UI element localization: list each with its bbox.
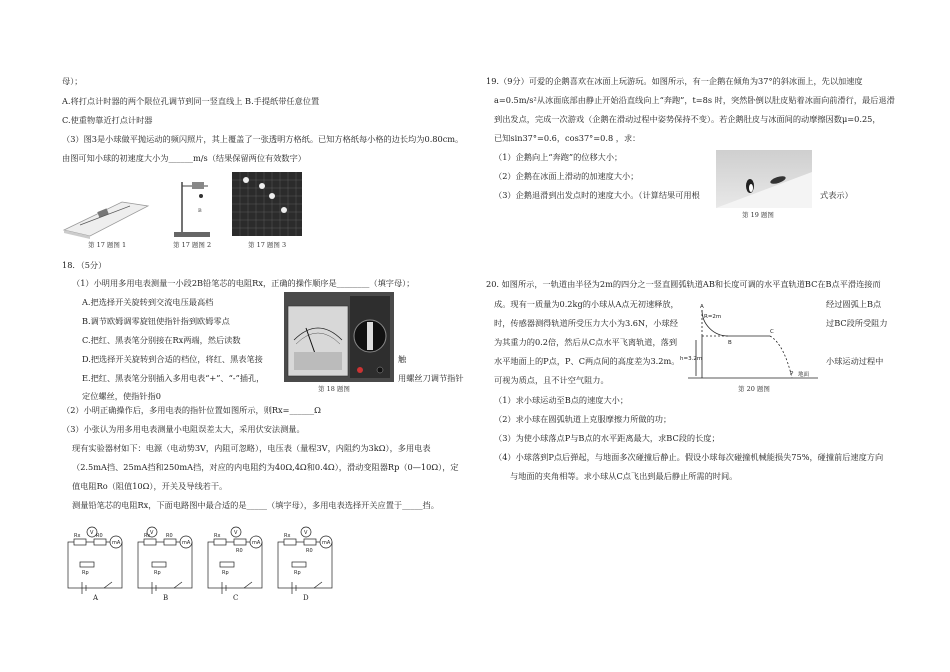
q18-side-screw: 用螺丝刀调节指针 bbox=[398, 373, 464, 383]
resistor-rx-label-c: Rx bbox=[214, 533, 221, 539]
q18-side-touch: 触 bbox=[398, 354, 407, 364]
meter-ma-symbol-a: mA bbox=[112, 540, 121, 546]
svg-text:B: B bbox=[198, 208, 202, 214]
q18-circuit-diagrams bbox=[60, 524, 480, 600]
q18-part1: （1）小明用多用电表测量一小段2B铅笔芯的电阻Rx，正确的操作顺序是________（填字母）； bbox=[72, 278, 415, 288]
q19-part3: （3）企鹅退滑到出发点时的速度大小。（计算结果可用根 bbox=[494, 190, 700, 200]
q20-line-3: 为其重力的0.2倍，然后从C点水平飞离轨道，落到 bbox=[494, 337, 678, 347]
q20-part3: （3）为使小球落点P与B点的水平距离最大，求BC段的长度； bbox=[494, 433, 720, 443]
q17-option-c: C.使重物靠近打点计时器 bbox=[62, 115, 153, 125]
q17-part3: （3）图3是小球做平抛运动的频闪照片，其上覆盖了一张透明方格纸。已知方格纸每小格的边长均为0.80cm。 bbox=[62, 134, 464, 144]
q20-side-2: 小球运动过程中 bbox=[826, 356, 884, 366]
circuit-label-c: C bbox=[233, 594, 239, 600]
q18-title: 18．（5分） bbox=[62, 260, 107, 270]
q20-height-label: h=3.2m bbox=[680, 356, 703, 362]
q17-figure-1 bbox=[60, 192, 150, 240]
q19-line-3: 已知sin37°=0.6，cos37°=0.8 ，求： bbox=[494, 133, 641, 143]
meter-v-symbol-d: V bbox=[304, 530, 308, 536]
q20-part2: （2）求小球在圆弧轨道上克服摩擦力所做的功； bbox=[494, 414, 672, 424]
q20-part1: （1）求小球运动至B点的速度大小； bbox=[494, 395, 629, 405]
resistor-rx-label-d: Rx bbox=[284, 533, 291, 539]
q17-figure-2 bbox=[168, 176, 216, 240]
resistor-rx-label-b: Rx bbox=[144, 533, 151, 539]
q19-part3-tail: 式表示） bbox=[820, 190, 853, 200]
q17-caption-1: 第 17 题图 1 bbox=[88, 241, 127, 249]
q18-equipment-1: 现有实验器材如下：电源（电动势3V，内阻可忽略），电压表（量程3V，内阻约为3kΩ），多用电表 bbox=[72, 443, 431, 453]
meter-v-symbol-b: V bbox=[150, 530, 154, 536]
q18-caption: 第 18 题图 bbox=[318, 385, 350, 393]
q19-caption: 第 19 题图 bbox=[742, 211, 774, 219]
q18-step-c: C.把红、黑表笔分别接在Rx两端，然后读数 bbox=[82, 335, 241, 345]
q19-line-1: a=0.5m/s²从冰面底部由静止开始沿直线向上“奔跑”，t=8s 时，突然卧倒以肚皮贴着冰面向前滑行，最后退滑 bbox=[494, 95, 895, 105]
q17-part3-b: 由图可知小球的初速度大小为______m/s（结果保留两位有效数字） bbox=[62, 153, 306, 163]
resistor-rx-label-a: Rx bbox=[74, 533, 81, 539]
q18-multimeter-figure bbox=[284, 292, 394, 382]
q19-line-0: 19.（9分）可爱的企鹅喜欢在冰面上玩游玩。如图所示，有一企鹅在倾角为37°的斜冰面上，先以加速度 bbox=[486, 76, 863, 86]
q17-line-0: 母）； bbox=[62, 76, 83, 86]
q20-point-a: A bbox=[700, 304, 704, 310]
q19-penguin-photo bbox=[716, 150, 812, 208]
q17-caption-3: 第 17 题图 3 bbox=[248, 241, 287, 249]
q18-step-a: A.把选择开关旋转到交流电压最高档 bbox=[82, 297, 214, 307]
q20-point-p: P bbox=[790, 371, 794, 377]
q20-line-0: 20. 如图所示，一轨道由半径为2m的四分之一竖直圆弧轨道AB和长度可调的水平直轨道BC在B点平滑连接而 bbox=[486, 279, 881, 289]
q20-line-1: 成。现有一质量为0.2kg的小球从A点无初速释放， bbox=[494, 299, 679, 309]
q20-line-2: 时，传感器测得轨道所受压力大小为3.6N，小球经 bbox=[494, 318, 678, 328]
q17-caption-2: 第 17 题图 2 bbox=[173, 241, 212, 249]
resistor-r0-label-c: R0 bbox=[236, 548, 243, 554]
q20-line-4: 水平地面上的P点，P、C两点间的高度差为3.2m。 bbox=[494, 356, 680, 366]
resistor-r0-label-b: R0 bbox=[166, 533, 173, 539]
q20-radius-label: R=2m bbox=[704, 314, 722, 320]
q20-side-0: 经过圆弧上B点 bbox=[826, 299, 882, 309]
q18-part2: （2）小明正确操作后，多用电表的指针位置如图所示，则Rx=______Ω bbox=[62, 405, 321, 415]
resistor-rp-label-b: Rp bbox=[154, 570, 161, 576]
circuit-label-a: A bbox=[93, 594, 99, 600]
q18-part3: （3）小张认为用多用电表测量小电阻误差太大，采用伏安法测量。 bbox=[62, 424, 305, 434]
q20-point-b: B bbox=[728, 340, 732, 346]
circuit-label-d: D bbox=[303, 594, 309, 600]
q17-figure-3-grid bbox=[232, 172, 302, 236]
q20-line-5: 可视为质点，且不计空气阻力。 bbox=[494, 375, 609, 385]
q20-side-1: 过BC段所受阻力 bbox=[826, 318, 888, 328]
q20-track-figure bbox=[678, 300, 822, 386]
q18-step-b: B.调节欧姆调零旋钮使指针指到欧姆零点 bbox=[82, 316, 230, 326]
resistor-rp-label-d: Rp bbox=[294, 570, 301, 576]
q18-step-e-tail: 定位螺丝，使指针指0 bbox=[82, 391, 161, 401]
q19-part1: （1）企鹅向上“奔跑”的位移大小； bbox=[494, 152, 623, 162]
q18-step-e: E.把红、黑表笔分别插入多用电表“+”、“-”插孔， bbox=[82, 373, 265, 383]
resistor-rp-label-c: Rp bbox=[222, 570, 229, 576]
q20-part4-b: 与地面的夹角相等。求小球从C点飞出到最后静止所需的时间。 bbox=[510, 471, 738, 481]
q20-caption: 第 20 题图 bbox=[738, 385, 770, 393]
q17-option-ab: A.将打点计时器的两个限位孔调节到同一竖直线上 B.手提纸带任意位置 bbox=[62, 96, 320, 106]
q18-question: 测量铅笔芯的电阻Rx，下面电路图中最合适的是_____（填字母），多用电表选择开关应置于_____挡。 bbox=[72, 500, 439, 510]
meter-ma-symbol-d: mA bbox=[322, 540, 331, 546]
meter-ma-symbol-c: mA bbox=[252, 540, 261, 546]
meter-v-symbol-c: V bbox=[234, 530, 238, 536]
resistor-r0-label-a: R0 bbox=[96, 533, 103, 539]
meter-v-symbol-a: V bbox=[90, 530, 94, 536]
q20-ground-label: 地面 bbox=[798, 372, 810, 378]
resistor-r0-label-d: R0 bbox=[306, 548, 313, 554]
q20-part4: （4）小球落到P点后弹起，与地面多次碰撞后静止。假设小球每次碰撞机械能损失75%，碰撞前后速度方向 bbox=[494, 452, 884, 462]
q19-part2: （2）企鹅在冰面上滑动的加速度大小； bbox=[494, 171, 639, 181]
meter-ma-symbol-b: mA bbox=[182, 540, 191, 546]
q20-point-c: C bbox=[770, 329, 774, 335]
q19-line-2: 到出发点，完成一次游戏（企鹅在滑动过程中姿势保持不变）。若企鹅肚皮与冰面间的动摩擦因数μ=0.25， bbox=[494, 114, 881, 124]
resistor-rp-label-a: Rp bbox=[82, 570, 89, 576]
q18-equipment-3: 值电阻Ro（阻值10Ω），开关及导线若干。 bbox=[72, 481, 228, 491]
circuit-label-b: B bbox=[163, 594, 169, 600]
q18-equipment-2: （2.5mA挡、25mA挡和250mA挡，对应的内电阻约为40Ω,4Ω和0.4Ω），滑动变阻器Rp（0—10Ω），定 bbox=[72, 462, 459, 472]
q18-step-d: D.把选择开关旋转到合适的档位，将红、黑表笔接 bbox=[82, 354, 263, 364]
